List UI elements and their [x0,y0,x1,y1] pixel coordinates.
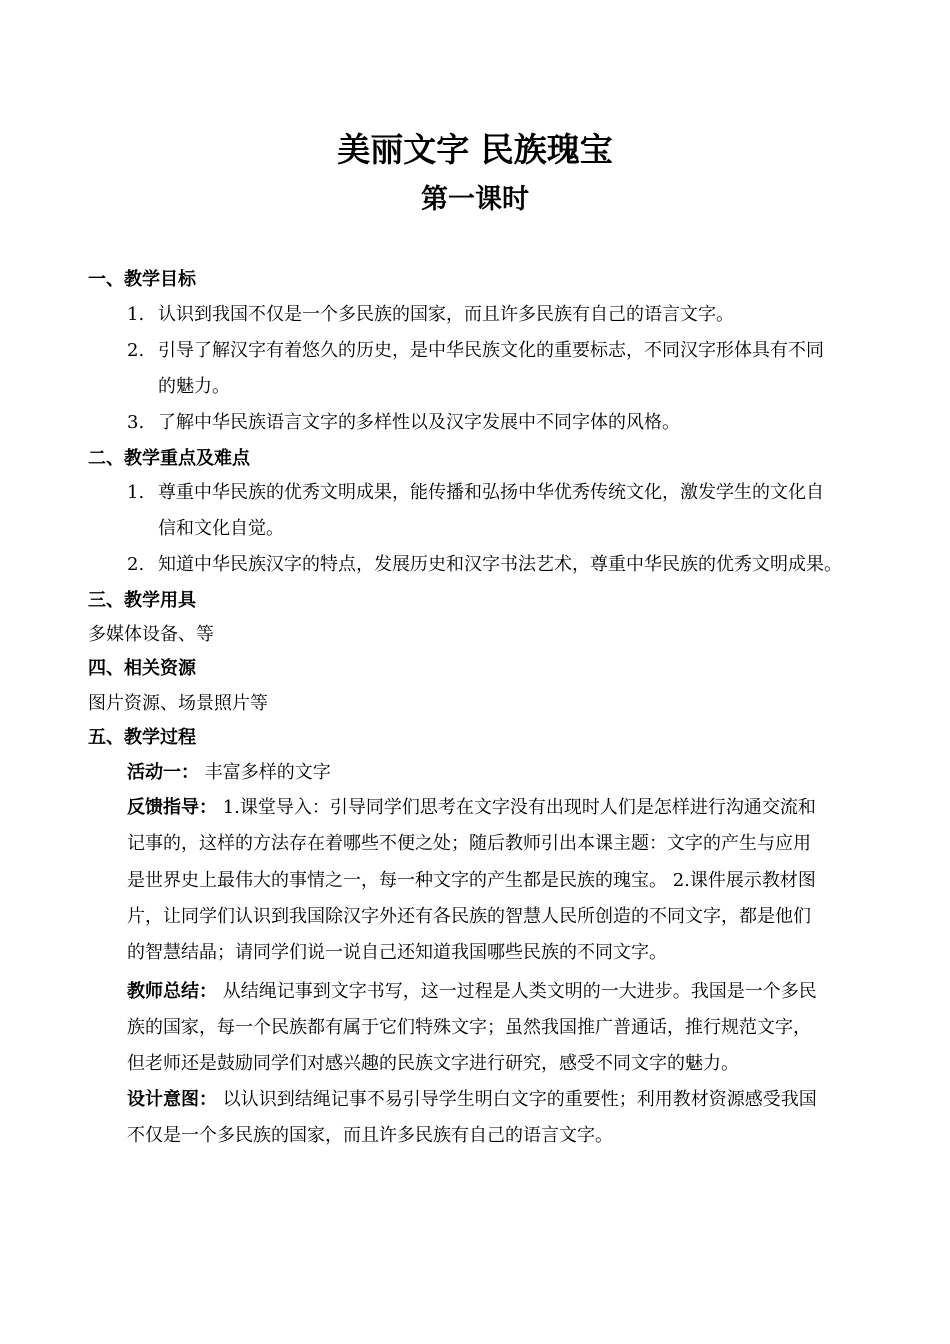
summary-text: 从结绳记事到文字书写，这一过程是人类文明的一大进步。我国是一个多民 [222,981,817,1002]
list-item-text: 知道中华民族汉字的特点，发展历史和汉字书法艺术，尊重中华民族的优秀文明成果。 [158,554,842,575]
list-item-text: 尊重中华民族的优秀文明成果，能传播和弘扬中华优秀传统文化，激发学生的文化自 [158,482,824,503]
section-heading-key-points: 二、教学重点及难点 [88,448,250,469]
section-heading-process: 五、教学过程 [88,727,196,748]
feedback-text: 记事的，这样的方法存在着哪些不便之处；随后教师引出本课主题：文字的产生与应用 [127,833,811,854]
activity-line [127,761,331,785]
list-number: 1. [127,304,145,325]
summary-label: 教师总结： [127,981,217,1002]
activity-label: 活动一： [127,762,199,783]
intent-text: 不仅是一个多民族的国家，而且许多民族有自己的语言文字。 [127,1125,613,1146]
feedback-text: 是世界史上最伟大的事情之一，每一种文字的产生都是民族的瑰宝。 2.课件展示教材图 [127,870,816,891]
feedback-line [127,796,816,820]
feedback-text: 1.课堂导入：引导同学们思考在文字没有出现时人们是怎样进行沟通交流和 [222,797,816,818]
list-item-text: 认识到我国不仅是一个多民族的国家，而且许多民族有自己的语言文字。 [158,304,734,325]
document-title: 美丽文字 民族瑰宝 [337,130,613,169]
list-number: 2. [127,554,145,575]
section-heading-objectives: 一、教学目标 [88,269,196,290]
list-item-text: 信和文化自觉。 [158,518,284,539]
intent-text: 以认识到结绳记事不易引导学生明白文字的重要性；利用教材资源感受我国 [222,1089,817,1110]
section-heading-tools: 三、教学用具 [88,590,196,611]
section-text: 多媒体设备、等 [88,624,214,645]
feedback-text: 的智慧结晶；请同学们说一说自己还知道我国哪些民族的不同文字。 [127,942,667,963]
intent-label: 设计意图： [127,1089,217,1110]
summary-text: 但老师还是鼓励同学们对感兴趣的民族文字进行研究，感受不同文字的魅力。 [127,1053,739,1074]
summary-line [127,980,817,1004]
feedback-text: 片，让同学们认识到我国除汉字外还有各民族的智慧人民所创造的不同文字，都是他们 [127,906,811,927]
intent-line [127,1088,817,1112]
activity-text: 丰富多样的文字 [204,762,331,783]
section-heading-resources: 四、相关资源 [88,658,196,679]
list-item-text: 了解中华民族语言文字的多样性以及汉字发展中不同字体的风格。 [158,412,680,433]
section-text: 图片资源、场景照片等 [88,693,268,714]
summary-text: 族的国家，每一个民族都有属于它们特殊文字；虽然我国推广普通话，推行规范文字， [127,1017,811,1038]
document-subtitle: 第一课时 [421,184,529,215]
list-number: 1. [127,482,145,503]
list-number: 3. [127,412,145,433]
feedback-label: 反馈指导： [127,797,217,818]
list-number: 2. [127,340,145,361]
list-item-text: 引导了解汉字有着悠久的历史，是中华民族文化的重要标志，不同汉字形体具有不同 [158,340,824,361]
list-item-text: 的魅力。 [158,376,230,397]
